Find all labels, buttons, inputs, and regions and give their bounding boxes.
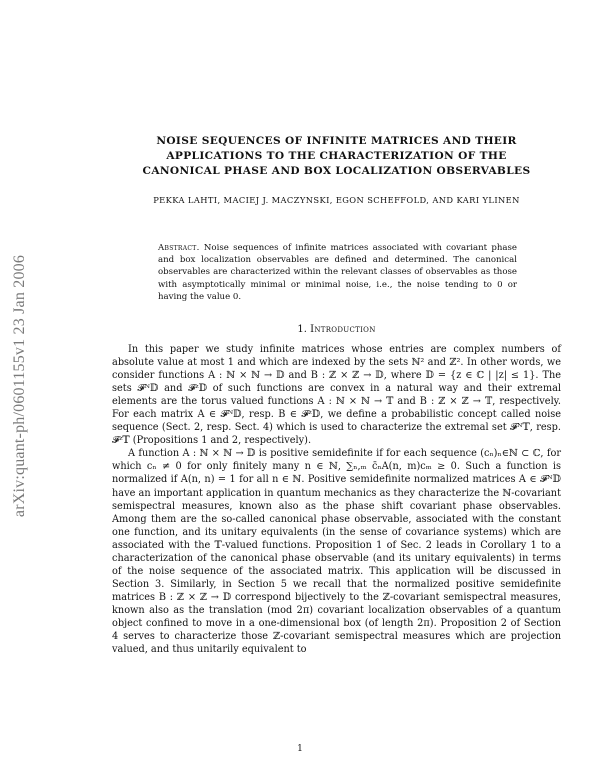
section-number: 1. (297, 324, 307, 336)
abstract-text: Noise sequences of infinite matrices associated with covariant phase and box localization observables are defined and determined. The canonical observables are characterized within the relevant classes of observables as those with asymptotically minimal or minimal noise, i.e., the noise tending to 0 or having the value 0. (158, 243, 517, 302)
title-line-1: NOISE SEQUENCES OF INFINITE MATRICES AND THEIR (156, 135, 517, 147)
abstract (158, 242, 517, 303)
paragraph-2: A function A : ℕ × ℕ → 𝔻 is positive semidefinite if for each sequence (cₙ)ₙ∈ℕ ⊂ ℂ, for which cₙ ≠ 0 for only finitely many n ∈ ℕ, ∑ₙ,ₘ c̄ₙA(n, m)cₘ ≥ 0. Such a function is normalized if A(n, n) = 1 for all n ∈ ℕ. Positive semidefinite normalized matrices A ∈ 𝓕ᴺ𝔻 have an important application in quantum mechanics as they characterize the ℕ-covariant semispectral measures, known also as the phase shift covariant phase observables. Among them are the so-called canonical phase observable, associated with the constant one function, and its unitary equivalents (in the sense of covariance systems) which are associated with the 𝕋-valued functions. Proposition 1 of Sec. 2 leads in Corollary 1 to a characterization of the canonical phase observable (and its unitary equivalents) in terms of the noise sequence of the associated matrix. This application will be discussed in Section 3. Similarly, in Section 5 we recall that the normalized positive semidefinite matrices B : ℤ × ℤ → 𝔻 correspond bijectively to the ℤ-covariant semispectral measures, known also as the translation (mod 2π) covariant localization observables of a quantum object confined to move in a one-dimensional box (of length 2π). Proposition 2 of Section 4 serves to characterize those ℤ-covariant semispectral measures which are projection valued, and thus unitarily equivalent to (112, 448, 561, 656)
paragraph-1: In this paper we study infinite matrices whose entries are complex numbers of absolute value at most 1 and which are indexed by the sets ℕ² and ℤ². In other words, we consider functions A : ℕ × ℕ → 𝔻 and B : ℤ × ℤ → 𝔻, where 𝔻 = {z ∈ ℂ | |z| ≤ 1}. The sets 𝓕ᴺ𝔻 and 𝓕ᶻ𝔻 of such functions are convex in a natural way and their extremal elements are the torus valued functions A : ℕ × ℕ → 𝕋 and B : ℤ × ℤ → 𝕋, respectively. For each matrix A ∈ 𝓕ᴺ𝔻, resp. B ∈ 𝓕ᶻ𝔻, we define a probabilistic concept called noise sequence (Sect. 2, resp. Sect. 4) which is used to characterize the extremal set 𝓕ᴺ𝕋, resp. 𝓕ᶻ𝕋 (Propositions 1 and 2, respectively). (112, 344, 561, 447)
body-text (112, 343, 561, 656)
title-line-3: CANONICAL PHASE AND BOX LOCALIZATION OBSERVABLES (142, 165, 531, 177)
page-number: 1 (297, 744, 303, 754)
section-heading (112, 323, 561, 337)
arxiv-identifier-text: arXiv:quant-ph/0601155v1 23 Jan 2006 (11, 254, 29, 518)
paper-title (112, 134, 561, 179)
author-list: PEKKA LAHTI, MACIEJ J. MACZYNSKI, EGON SCHEFFOLD, AND KARI YLINEN (153, 195, 520, 205)
title-line-2: APPLICATIONS TO THE CHARACTERIZATION OF THE (166, 150, 507, 162)
abstract-label: Abstract. (158, 243, 200, 253)
section-title: Introduction (310, 324, 376, 336)
arxiv-identifier-stamp (8, 196, 32, 576)
paper-page (112, 134, 561, 656)
